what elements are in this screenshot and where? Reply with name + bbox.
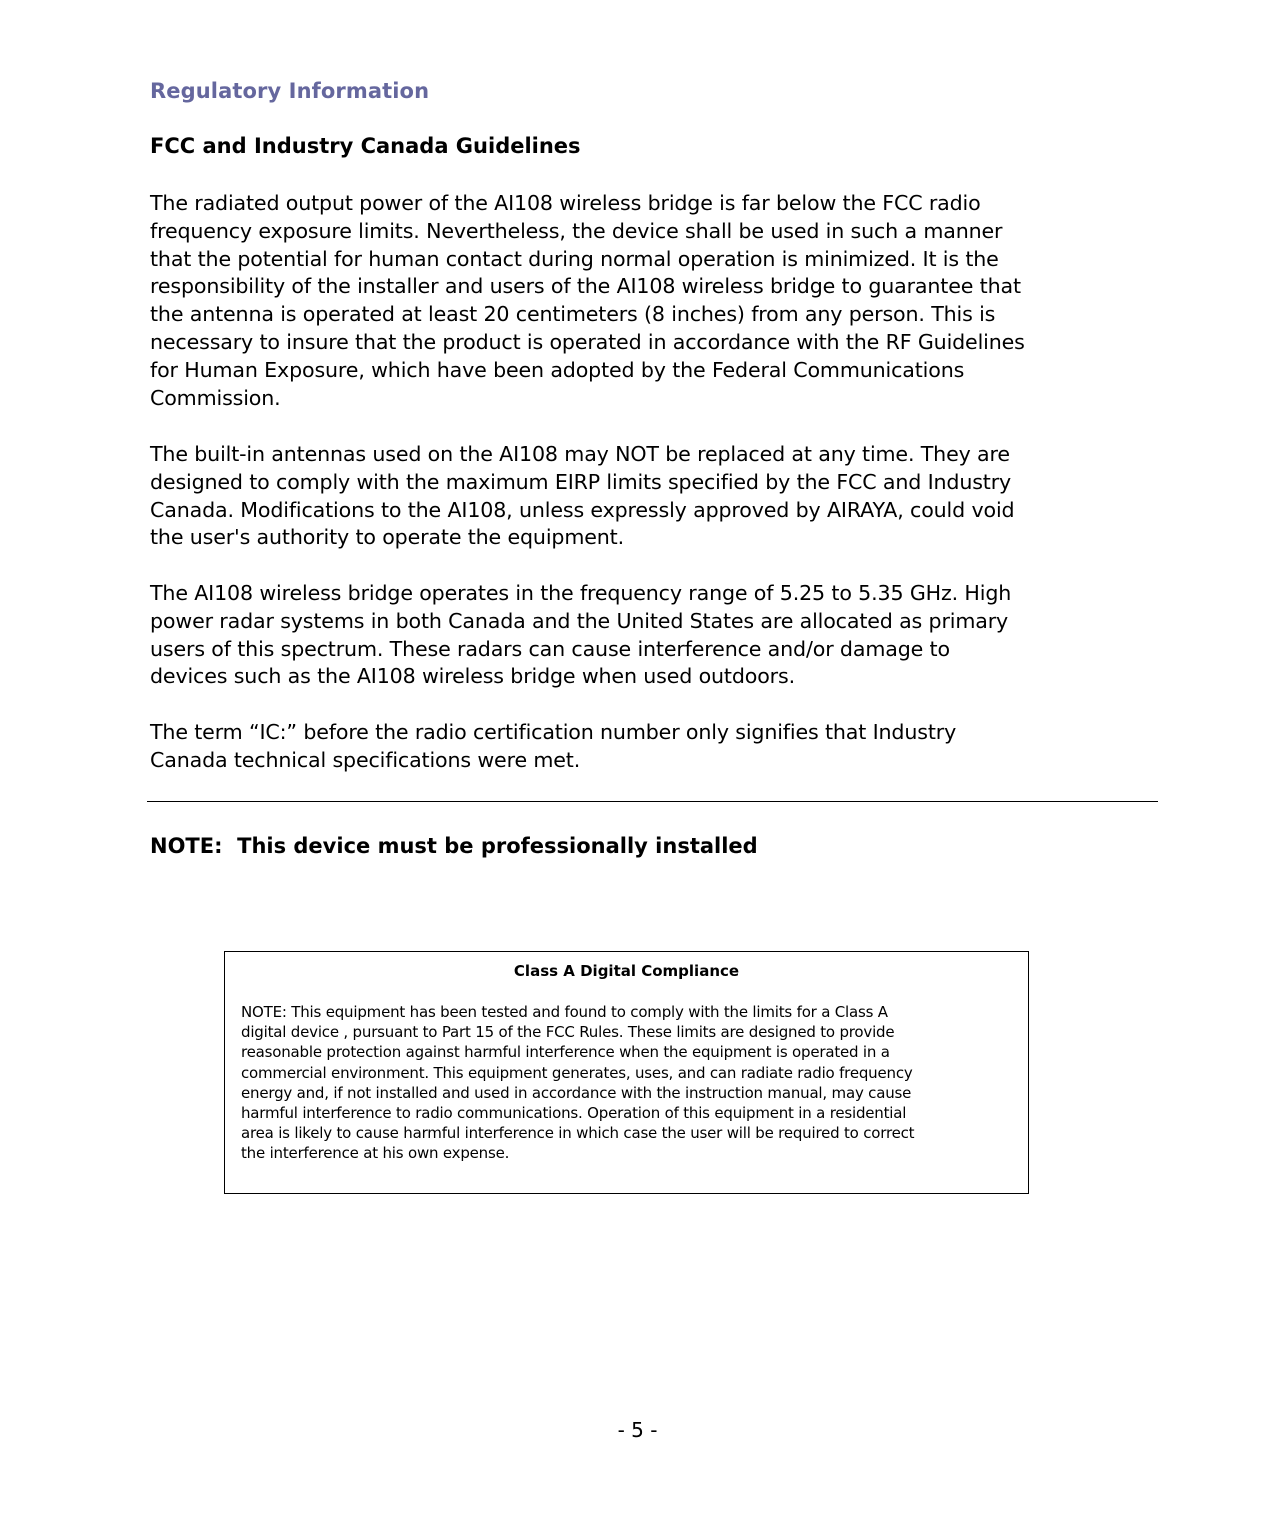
text-line: power radar systems in both Canada and the United States are allocated as primary — [150, 608, 1009, 633]
text-line: that the potential for human contact during normal operation is minimized. It is the — [150, 246, 999, 271]
text-line: the antenna is operated at least 20 centimeters (8 inches) from any person. This is — [150, 302, 996, 327]
text-line: area is likely to cause harmful interference in which case the user will be required to correct — [241, 1124, 915, 1143]
text-line: Commission. — [150, 385, 281, 410]
installation-note: NOTE: This device must be professionally installed — [150, 834, 758, 858]
text-line: The built-in antennas used on the AI108 may NOT be replaced at any time. They are — [150, 442, 1010, 466]
subsection-title: FCC and Industry Canada Guidelines — [150, 134, 581, 158]
paragraph-frequency-range — [150, 580, 1160, 691]
text-line: frequency exposure limits. Nevertheless, the device shall be used in such a manner — [150, 218, 1003, 243]
text-line: users of this spectrum. These radars can cause interference and/or damage to — [150, 636, 950, 661]
text-line: Canada. Modifications to the AI108, unless expressly approved by AIRAYA, could void — [150, 497, 1015, 522]
text-line: commercial environment. This equipment generates, uses, and can radiate radio frequency — [241, 1063, 913, 1082]
text-line: harmful interference to radio communications. Operation of this equipment in a residential — [241, 1104, 907, 1123]
text-line: digital device , pursuant to Part 15 of the FCC Rules. These limits are designed to provide — [241, 1023, 895, 1042]
text-line: the interference at his own expense. — [241, 1144, 510, 1163]
text-line: The term “IC:” before the radio certification number only signifies that Industry — [150, 720, 957, 744]
paragraph-rf-exposure — [150, 190, 1160, 412]
text-line: NOTE: This equipment has been tested and found to comply with the limits for a Class A — [241, 1003, 888, 1021]
text-line: designed to comply with the maximum EIRP limits specified by the FCC and Industry — [150, 469, 1012, 494]
text-line: energy and, if not installed and used in accordance with the instruction manual, may cause — [241, 1083, 912, 1102]
text-line: Canada technical specifications were met. — [150, 747, 581, 772]
compliance-box — [224, 951, 1029, 1194]
compliance-box-text — [241, 1002, 1021, 1164]
text-line: responsibility of the installer and users of the AI108 wireless bridge to guarantee that — [150, 274, 1021, 299]
paragraph-ic-term — [150, 719, 1160, 775]
text-line: The radiated output power of the AI108 wireless bridge is far below the FCC radio — [150, 191, 981, 215]
paragraph-antennas — [150, 441, 1160, 552]
text-line: the user's authority to operate the equipment. — [150, 525, 624, 550]
horizontal-divider — [147, 801, 1158, 802]
section-title: Regulatory Information — [150, 79, 430, 103]
text-line: reasonable protection against harmful interference when the equipment is operated in a — [241, 1043, 890, 1062]
page-number: - 5 - — [617, 1418, 658, 1442]
text-line: The AI108 wireless bridge operates in the frequency range of 5.25 to 5.35 GHz. High — [150, 581, 1012, 605]
text-line: for Human Exposure, which have been adopted by the Federal Communications — [150, 357, 965, 382]
text-line: necessary to insure that the product is operated in accordance with the RF Guidelines — [150, 329, 1025, 354]
compliance-box-title: Class A Digital Compliance — [513, 962, 740, 980]
text-line: devices such as the AI108 wireless bridge when used outdoors. — [150, 664, 795, 689]
